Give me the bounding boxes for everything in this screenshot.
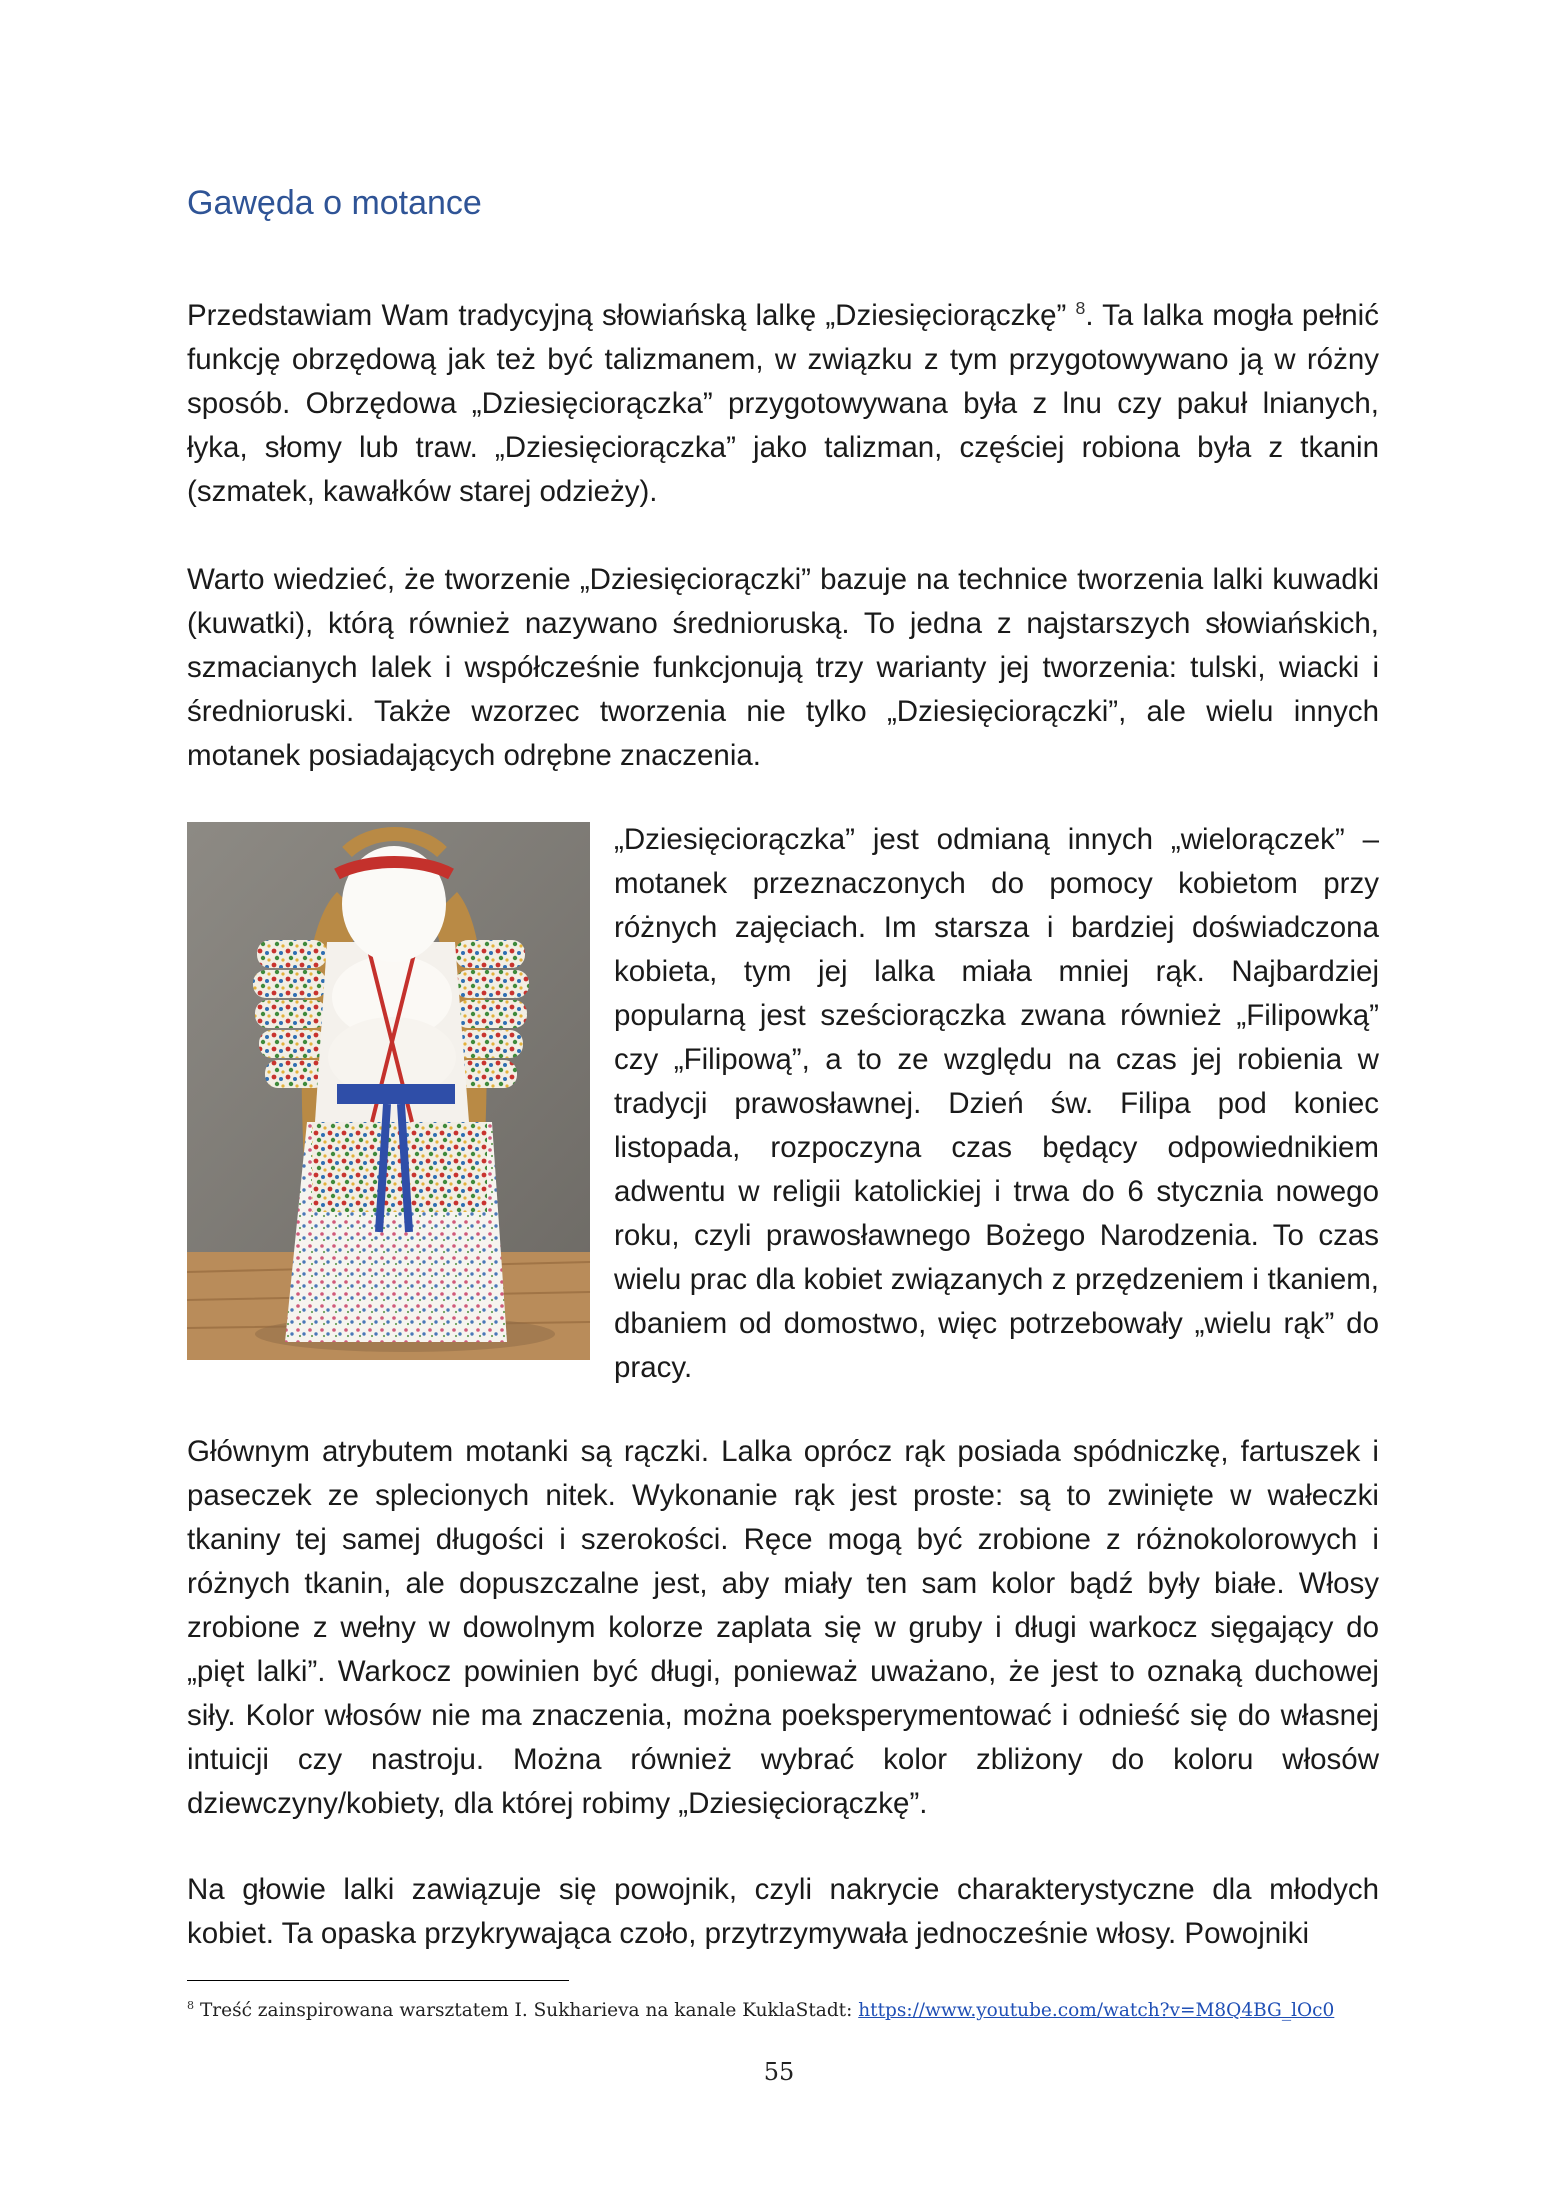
paragraph-3: „Dziesięciorączka” jest odmianą innych „wielorączek” – motanek przeznaczonych do pomocy kobietom przy różnych zajęciach. Im starsza i bardziej doświadczona kobieta, tym jej lalka miała mniej rąk. Najbardziej popularną jest sześciorączka zwana również „Filipowką” czy „Filipową”, a to ze względu na czas jej robienia w tradycji prawosławnej. Dzień św. Filipa pod koniec listopada, rozpoczyna czas będący odpowiednikiem adwentu w religii katolickiej i trwa do 6 stycznia nowego roku, czyli prawosławnego Bożego Narodzenia. To czas wielu prac dla kobiet związanych z przędzeniem i tkaniem, dbaniem od domostwo, więc potrzebowały „wielu rąk” do pracy. bbox=[614, 823, 1379, 1384]
footnote-text: Treść zainspirowana warsztatem I. Sukharieva na kanale KuklaStadt: bbox=[194, 2000, 859, 2021]
footnote-number: 8 bbox=[187, 1998, 195, 2012]
page-number: 55 bbox=[763, 2058, 795, 2086]
paragraph-1-text: Przedstawiam Wam tradycyjną słowiańską lalkę „Dziesięciorączkę” bbox=[187, 299, 1067, 332]
paragraph-4: Głównym atrybutem motanki są rączki. Lalka oprócz rąk posiada spódniczkę, fartuszek i paseczek ze splecionych nitek. Wykonanie rąk jest proste: są to zwinięte w wałeczki tkaniny tej samej długości i szerokości. Ręce mogą być zrobione z różnokolorowych i różnych tkanin, ale dopuszczalne jest, aby miały ten sam kolor bądź były białe. Włosy zrobione z wełny w dowolnym kolorze zaplata się w gruby i długi warkocz sięgający do „pięt lalki”. Warkocz powinien być długi, ponieważ uważano, że jest to oznaką duchowej siły. Kolor włosów nie ma znaczenia, można poeksperymentować i odnieść się do własnej intuicji czy nastroju. Można również wybrać kolor zbliżony do koloru włosów dziewczyny/kobiety, dla której robimy „Dziesięciorączkę”. bbox=[187, 1435, 1379, 1820]
footnote-link[interactable]: https://www.youtube.com/watch?v=M8Q4BG_lOc0 bbox=[858, 2000, 1335, 2021]
paragraph-1-text-cont: . Ta lalka mogła pełnić funkcję obrzędową jak też być talizmanem, w związku z tym przygotowywano ją w różny sposób. Obrzędowa „Dziesięciorączka” przygotowywana była z lnu czy pakuł lnianych, łyka, słomy lub traw. „Dziesięciorączka” jako talizman, częściej robiona była z tkanin (szmatek, kawałków starej odzieży). bbox=[187, 299, 1379, 508]
motanka-doll-photo bbox=[187, 822, 590, 1360]
paragraph-2: Warto wiedzieć, że tworzenie „Dziesięciorączki” bazuje na technice tworzenia lalki kuwadki (kuwatki), którą również nazywano średnioruską. To jedna z najstarszych słowiańskich, szmacianych lalek i współcześnie funkcjonują trzy warianty jej tworzenia: tulski, wiacki i średnioruski. Także wzorzec tworzenia nie tylko „Dziesięciorączki”, ale wielu innych motanek posiadających odrębne znaczenia. bbox=[187, 563, 1379, 772]
paragraph-5: Na głowie lalki zawiązuje się powojnik, czyli nakrycie charakterystyczne dla młodych kobiet. Ta opaska przykrywająca czoło, przytrzymywała jednocześnie włosy. Powojniki bbox=[187, 1873, 1379, 1950]
footnote bbox=[187, 2000, 1334, 2021]
footnote-reference[interactable]: 8 bbox=[1075, 298, 1086, 319]
paragraph-1 bbox=[187, 294, 1379, 514]
section-heading: Gawęda o motance bbox=[187, 184, 482, 222]
footnote-separator bbox=[187, 1980, 569, 1981]
